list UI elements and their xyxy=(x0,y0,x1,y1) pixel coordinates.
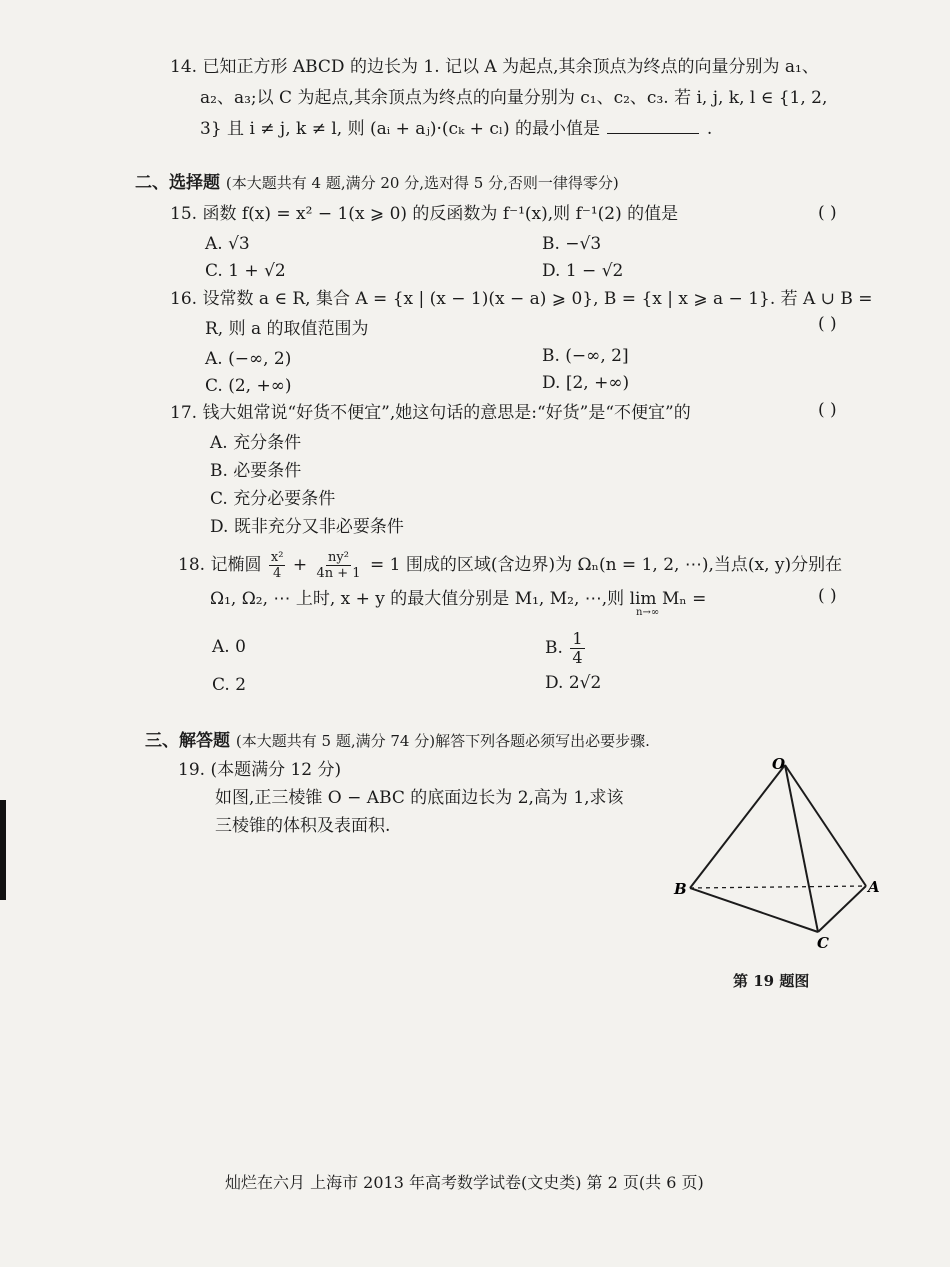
q18-answer-paren: ( ) xyxy=(818,586,837,606)
vertex-label-a: A xyxy=(868,878,880,896)
q16-line-2: R, 则 a 的取值范围为 xyxy=(205,319,369,339)
q15-option-c: C. 1 + √2 xyxy=(205,261,286,281)
section-2-heading xyxy=(135,172,619,194)
vertex-label-b: B xyxy=(674,880,687,898)
q17-option-d: D. 既非充分又非必要条件 xyxy=(210,517,404,537)
q18-line-2-text: Ω₁, Ω₂, ⋯ 上时, x + y 的最大值分别是 M₁, M₂, ⋯,则 lim Mₙ = xyxy=(210,589,707,609)
q18-option-b-numerator: 1 xyxy=(572,629,583,648)
section-2-title: 二、选择题 xyxy=(135,173,220,193)
q19-figure-caption: 第 19 题图 xyxy=(733,972,810,990)
q19-line-1: 如图,正三棱锥 O − ABC 的底面边长为 2,高为 1,求该 xyxy=(215,788,624,808)
edge-ba-hidden xyxy=(690,886,866,888)
section-2-note: (本大题共有 4 题,满分 20 分,选对得 5 分,否则一律得零分) xyxy=(225,174,619,192)
q16-answer-paren: ( ) xyxy=(818,314,837,334)
q16-option-b: B. (−∞, 2] xyxy=(542,346,629,366)
q19-line-2: 三棱锥的体积及表面积. xyxy=(215,816,391,836)
vertex-label-o: O xyxy=(772,755,786,773)
q19-heading: 19. (本题满分 12 分) xyxy=(178,760,342,780)
q15-option-a: A. √3 xyxy=(205,234,250,254)
page-footer: 灿烂在六月 上海市 2013 年高考数学试卷(文史类) 第 2 页(共 6 页) xyxy=(225,1173,704,1192)
q19-pyramid-figure xyxy=(660,750,890,960)
section-3-heading xyxy=(145,730,650,752)
q16-option-a: A. (−∞, 2) xyxy=(205,349,292,369)
q14-line-3-text: 3} 且 i ≠ j, k ≠ l, 则 (aᵢ + aⱼ)·(cₖ + cₗ) 的最小值是 xyxy=(200,119,600,139)
q15-answer-paren: ( ) xyxy=(818,203,837,223)
q18-option-b-denominator: 4 xyxy=(572,648,583,667)
q14-line-3 xyxy=(200,118,712,140)
q18-rest: = 1 围成的区域(含边界)为 Ωₙ(n = 1, 2, ⋯),当点(x, y)分别在 xyxy=(369,555,843,575)
q16-option-d: D. [2, +∞) xyxy=(542,373,630,393)
q14-line-1: 14. 已知正方形 ABCD 的边长为 1. 记以 A 为起点,其余顶点为终点的向量分别为 a₁、 xyxy=(170,57,819,77)
q17-stem: 17. 钱大姐常说“好货不便宜”,她这句话的意思是:“好货”是“不便宜”的 xyxy=(170,403,691,423)
q18-option-a: A. 0 xyxy=(212,637,246,657)
q18-fraction-2-denominator: 4n + 1 xyxy=(316,566,361,581)
q18-option-c: C. 2 xyxy=(212,675,247,695)
q18-fraction-1-denominator: 4 xyxy=(272,566,282,581)
edge-ca xyxy=(818,886,866,932)
q15-option-d: D. 1 − √2 xyxy=(542,261,624,281)
section-3-note: (本大题共有 5 题,满分 74 分)解答下列各题必须写出必要步骤. xyxy=(235,732,650,750)
q18-fraction-1-numerator: x² xyxy=(270,550,284,565)
edge-bc xyxy=(690,888,818,932)
vertex-label-c: C xyxy=(817,934,829,952)
edge-ob xyxy=(690,765,785,888)
q14-answer-blank xyxy=(607,118,699,134)
q17-option-c: C. 充分必要条件 xyxy=(210,489,336,509)
q17-option-b: B. 必要条件 xyxy=(210,461,302,481)
section-3-title: 三、解答题 xyxy=(145,731,230,751)
q18-line-2 xyxy=(210,588,706,610)
q18-line-1 xyxy=(178,548,842,582)
q14-line-2: a₂、a₃;以 C 为起点,其余顶点为终点的向量分别为 c₁、c₂、c₃. 若 i, j, k, l ∈ {1, 2, xyxy=(200,88,828,108)
page-edge-mark xyxy=(0,800,6,900)
q18-option-b-label: B. xyxy=(545,638,563,658)
q18-limit-subscript: n→∞ xyxy=(636,607,660,618)
q15-option-b: B. −√3 xyxy=(542,234,602,254)
q18-prefix: 18. 记椭圆 xyxy=(178,555,262,575)
q16-option-c: C. (2, +∞) xyxy=(205,376,292,396)
q15-stem: 15. 函数 f(x) = x² − 1(x ⩾ 0) 的反函数为 f⁻¹(x),则 f⁻¹(2) 的值是 xyxy=(170,204,679,224)
q18-plus: + xyxy=(292,555,308,575)
q18-fraction-2 xyxy=(314,550,362,581)
q18-fraction-2-numerator: ny² xyxy=(328,550,349,565)
q18-option-b xyxy=(545,628,587,668)
q14-line-3-end: . xyxy=(706,119,713,139)
q18-fraction-1 xyxy=(269,550,286,581)
q16-line-1: 16. 设常数 a ∈ R, 集合 A = {x | (x − 1)(x − a) ⩾ 0}, B = {x | x ⩾ a − 1}. 若 A ∪ B = xyxy=(170,289,873,309)
q17-option-a: A. 充分条件 xyxy=(210,433,302,453)
q17-answer-paren: ( ) xyxy=(818,400,837,420)
q18-option-d: D. 2√2 xyxy=(545,673,602,693)
q18-option-b-fraction xyxy=(570,630,584,667)
